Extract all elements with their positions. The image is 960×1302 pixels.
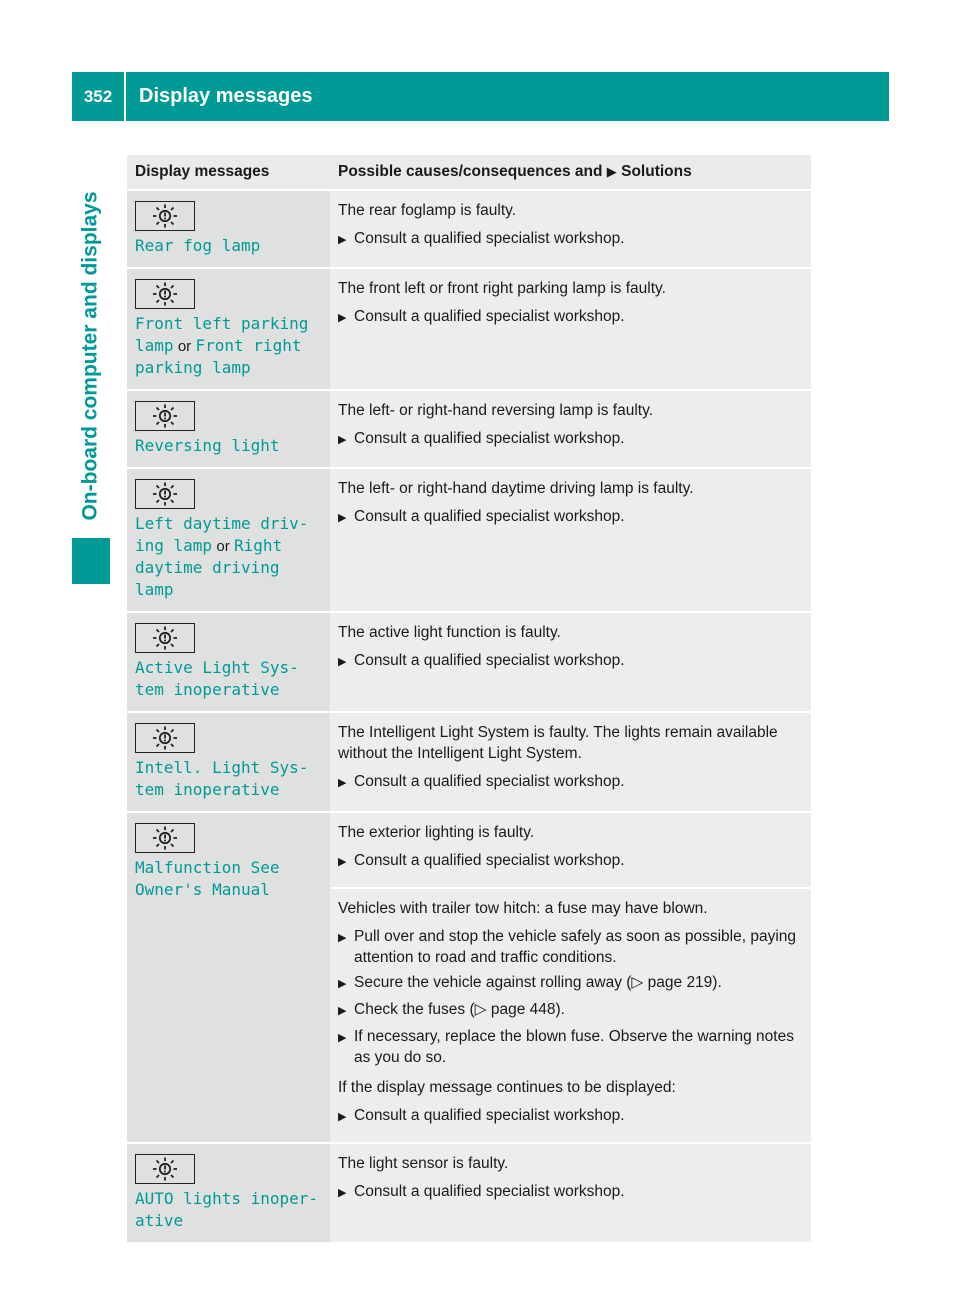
action-text: Check the fuses (▷ page 448). [354,1001,565,1018]
action-text: Consult a qualified specialist workshop. [354,852,625,869]
display-message-text: Malfunction See Owner's Manual [135,858,280,899]
action-arrow-icon: ▶ [338,512,347,524]
solution-cell [330,468,811,612]
display-message-text-alt: Right daytime driving lamp [135,536,283,599]
solution-cell [330,268,811,390]
action-item [338,428,803,451]
col-header-solutions-pre: Possible causes/consequences and [338,163,603,180]
action-item [338,850,803,873]
table-row [127,1143,811,1243]
solution-cell [330,190,811,268]
action-item [338,1105,803,1128]
action-item [338,228,803,251]
solution-cell [330,612,811,712]
action-arrow-icon: ▶ [338,856,347,868]
solution-cell [330,1143,811,1243]
action-text: Consult a qualified specialist workshop. [354,652,625,669]
table-row [127,712,811,812]
action-item [338,1181,803,1204]
solution-cell [330,390,811,468]
action-text: If necessary, replace the blown fuse. Observe the warning notes as you do so. [354,1028,794,1066]
action-item [338,972,803,995]
or-separator: or [216,538,230,555]
cause-text: The front left or front right parking lamp is faulty. [338,280,666,297]
page-header [72,72,889,121]
exterior-lamp-fault-icon [135,623,195,653]
solution-cell [330,812,811,888]
exterior-lamp-fault-icon [135,479,195,509]
action-item [338,771,803,794]
exterior-lamp-fault-icon [135,401,195,431]
action-arrow-icon: ▶ [338,777,347,789]
action-text: Pull over and stop the vehicle safely as soon as possible, paying attention to road and traffic conditions. [354,928,797,966]
table-row [127,268,811,390]
action-arrow-icon: ▶ [338,978,347,990]
action-item [338,1026,803,1068]
cause-text: The Intelligent Light System is faulty. The lights remain available without the Intelligent Light System. [338,724,778,762]
cause-text: The left- or right-hand daytime driving lamp is faulty. [338,480,694,497]
action-text: Consult a qualified specialist workshop. [354,308,625,325]
table-row [127,390,811,468]
exterior-lamp-fault-icon [135,1154,195,1184]
action-text: Consult a qualified specialist workshop. [354,430,625,447]
action-arrow-icon: ▶ [338,312,347,324]
cause-text: The left- or right-hand reversing lamp is faulty. [338,402,654,419]
action-text: Consult a qualified specialist workshop. [354,508,625,525]
col-header-messages: Display messages [127,155,330,190]
action-arrow-icon: ▶ [338,1187,347,1199]
cause-text: Vehicles with trailer tow hitch: a fuse may have blown. [338,900,708,917]
cause-text: The exterior lighting is faulty. [338,824,535,841]
action-arrow-icon: ▶ [338,1111,347,1123]
message-cell [127,268,330,390]
exterior-lamp-fault-icon [135,823,195,853]
action-item [338,650,803,673]
table-row [127,612,811,712]
col-header-solutions-post: Solutions [621,163,692,180]
table-row [127,468,811,612]
display-message-text: AUTO lights inoper-ative [135,1189,319,1230]
action-arrow-icon: ▶ [338,1005,347,1017]
table-header-row [127,155,811,190]
display-message-text: Rear fog lamp [135,236,261,255]
exterior-lamp-fault-icon [135,723,195,753]
action-item [338,506,803,529]
chapter-marker [72,538,110,584]
message-cell [127,1143,330,1243]
message-cell [127,190,330,268]
exterior-lamp-fault-icon [135,201,195,231]
cause-text: The light sensor is faulty. [338,1155,509,1172]
cause-text: The rear foglamp is faulty. [338,202,517,219]
action-arrow-icon: ▶ [338,434,347,446]
action-text: Consult a qualified specialist workshop. [354,1107,625,1124]
action-text: Consult a qualified specialist workshop. [354,1183,625,1200]
table-row [127,812,811,888]
table-row [127,190,811,268]
display-message-text: Front left parking lamp [135,314,309,355]
message-cell [127,812,330,1143]
display-message-text: Reversing light [135,436,280,455]
chapter-label: On-board computer and displays [79,191,102,521]
exterior-lamp-fault-icon [135,279,195,309]
action-text: Consult a qualified specialist workshop. [354,230,625,247]
chapter-tab [72,128,110,584]
action-item [338,306,803,329]
action-item [338,999,803,1022]
display-message-text: Left daytime driv-ing lamp [135,514,309,555]
message-cell [127,390,330,468]
message-cell [127,612,330,712]
action-arrow-icon: ▶ [338,234,347,246]
display-messages-table [127,155,811,1244]
display-message-text-alt: Front right parking lamp [135,336,302,377]
display-message-text: Active Light Sys-tem inoperative [135,658,299,699]
section-title: Display messages [139,85,313,107]
action-arrow-icon: ▶ [338,656,347,668]
display-message-text: Intell. Light Sys-tem inoperative [135,758,309,799]
cause-text: The active light function is faulty. [338,624,561,641]
or-separator: or [177,338,192,355]
action-text: Secure the vehicle against rolling away (▷ page 219). [354,974,722,991]
message-cell [127,712,330,812]
message-cell [127,468,330,612]
action-text: Consult a qualified specialist workshop. [354,773,625,790]
action-arrow-icon: ▶ [606,164,617,179]
solution-cell [330,712,811,812]
action-arrow-icon: ▶ [338,1032,347,1044]
cause-text: If the display message continues to be displayed: [338,1079,676,1096]
action-item [338,926,803,968]
page-number: 352 [72,72,126,121]
col-header-solutions [330,155,811,190]
solution-cell [330,888,811,1143]
action-arrow-icon: ▶ [338,932,347,944]
